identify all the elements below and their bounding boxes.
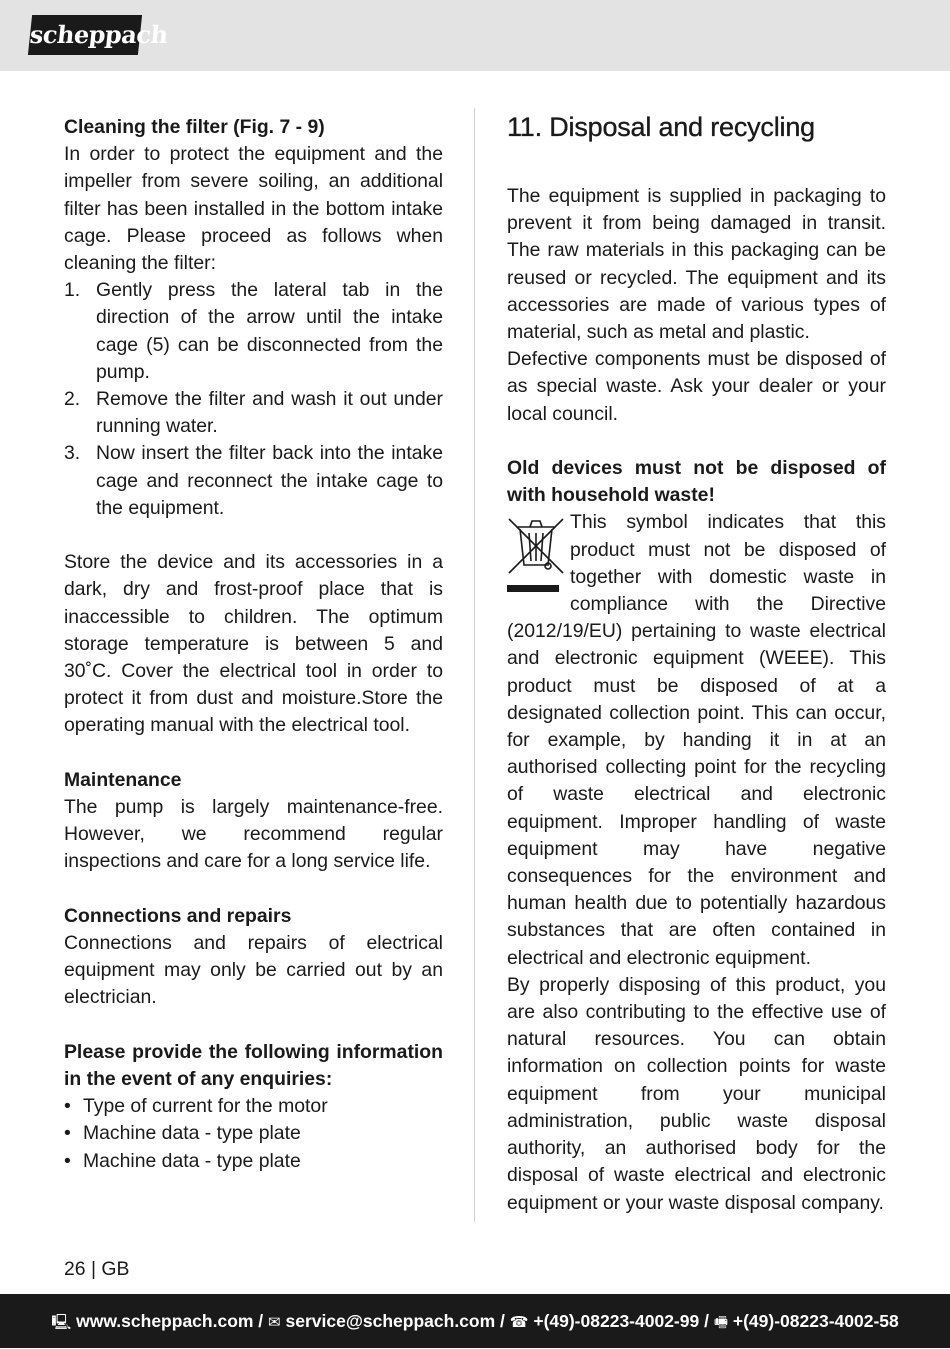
section-title: 11. Disposal and recycling xyxy=(507,112,815,142)
step-item xyxy=(64,440,443,522)
page-number: 26 | GB xyxy=(64,1258,130,1280)
packaging-text: The equipment is supplied in packaging to prevent it from being damaged in transit. The raw materials in this packaging can be reused or recycled. The equipment and its accessories are made of various types of material, such as metal and plastic. xyxy=(507,185,886,344)
step-text: Now insert the filter back into the intake cage and reconnect the intake cage to the equipment. xyxy=(96,442,443,519)
email-link[interactable]: service@scheppach.com / xyxy=(285,1311,505,1331)
computer-icon: 🖳 xyxy=(51,1313,72,1331)
list-item: • Machine data - type plate xyxy=(64,1149,301,1172)
old-devices-heading: Old devices must not be disposed of with household waste! xyxy=(507,457,886,507)
fax-icon: 🖷 xyxy=(713,1313,728,1331)
phone-icon: ☎ xyxy=(509,1313,529,1331)
enquiries-list xyxy=(64,1093,443,1175)
connections-text: Connections and repairs of electrical equipment may only be carried out by an electrician. xyxy=(64,932,443,1009)
maintenance-text: The pump is largely maintenance-free. However, we recommend regular inspections and care for a long service life. xyxy=(64,796,443,873)
maintenance-heading: Maintenance xyxy=(64,768,182,791)
page-header xyxy=(0,0,950,71)
list-item-text: Machine data - type plate xyxy=(83,1122,301,1145)
column-divider xyxy=(474,108,475,1222)
step-item xyxy=(64,277,443,386)
step-item xyxy=(64,386,443,440)
list-item: • Machine data - type plate xyxy=(64,1122,301,1145)
step-text: Gently press the lateral tab in the direction of the arrow until the intake cage (5) can be disconnected from the pump. xyxy=(96,279,443,383)
envelope-icon: ✉ xyxy=(268,1313,281,1331)
connections-heading: Connections and repairs xyxy=(64,904,292,927)
list-item-text: Machine data - type plate xyxy=(83,1149,301,1172)
resources-text: By properly disposing of this product, you are also contributing to the effective use of natural resources. You can obtain information on collection points for waste equipment from your municipal administration, public waste disposal authority, an authorised body for the disposal of waste electrical and electronic equipment or your waste disposal company. xyxy=(507,973,886,1214)
right-column xyxy=(507,114,886,1217)
step-number: 3. xyxy=(64,442,81,465)
storage-text: Store the device and its accessories in a dark, dry and frost-proof place that is inaccessible to children. The optimum storage temperature is between 5 and 30˚C. Cover the electrical tool in order to protect it from dust and moisture.Store the operating manual with the electrical tool. xyxy=(64,551,443,737)
cleaning-heading: Cleaning the filter (Fig. 7 - 9) xyxy=(64,116,325,138)
fax-number: +(49)-08223-4002-58 xyxy=(732,1311,899,1331)
weee-text: This symbol indicates that this product must not be disposed of together with domestic waste in compliance with the Directive (2012/19/EU) pertaining to waste electrical and electronic equipment (WEEE). This product must be disposed of at a designated collection point. This can occur, for example, by handing it in at an authorised collecting point for the recycling of waste electrical and electronic equipment. Improper handling of waste equipment may have negative consequences for the environment and human health due to potentially hazardous substances that are often contained in electrical and electronic equipment. xyxy=(507,511,886,969)
list-item: • Type of current for the motor xyxy=(64,1095,328,1118)
page-footer xyxy=(0,1294,950,1348)
step-number: 1. xyxy=(64,279,81,302)
crossed-out-bin-icon xyxy=(507,515,565,593)
cleaning-steps xyxy=(64,277,443,522)
list-item-text: Type of current for the motor xyxy=(83,1095,328,1118)
cleaning-intro: In order to protect the equipment and the impeller from severe soiling, an additional filter has been installed in the bottom intake cage. Please proceed as follows when cleaning the filter: xyxy=(64,143,443,275)
defective-text: Defective components must be disposed of as special waste. Ask your dealer or your local council. xyxy=(507,348,886,425)
step-text: Remove the filter and wash it out under running water. xyxy=(96,388,443,438)
left-column xyxy=(64,114,443,1175)
phone-number: +(49)-08223-4002-99 / xyxy=(533,1311,709,1331)
website-link[interactable]: www.scheppach.com / xyxy=(76,1311,264,1331)
step-number: 2. xyxy=(64,388,81,411)
scheppach-logo: scheppach xyxy=(28,15,142,55)
enquiries-heading: Please provide the following information in the event of any enquiries: xyxy=(64,1040,443,1091)
